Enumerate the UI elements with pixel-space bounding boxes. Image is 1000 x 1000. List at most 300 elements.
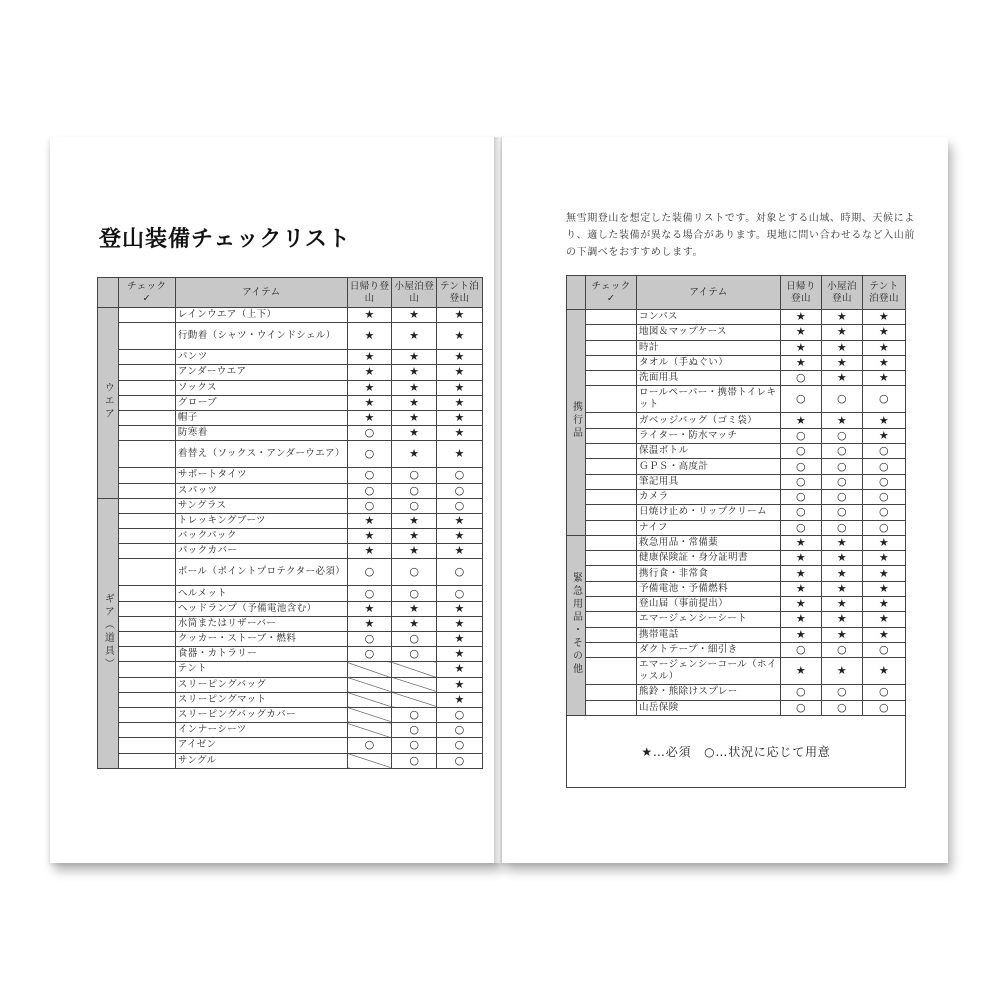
page-title: 登山装備チェックリスト bbox=[99, 227, 351, 252]
item-name: 地図＆マップケース bbox=[637, 325, 781, 340]
item-name: 筆記用具 bbox=[637, 474, 781, 489]
optional-circle-icon: ○ bbox=[822, 386, 863, 413]
optional-circle-icon: ○ bbox=[437, 559, 483, 586]
required-star-icon: ★ bbox=[437, 601, 483, 616]
optional-circle-icon: ○ bbox=[822, 505, 863, 520]
check-box-cell[interactable] bbox=[118, 468, 175, 483]
item-name: ヘッドランプ（予備電池含む） bbox=[175, 601, 347, 616]
required-star-icon: ★ bbox=[863, 325, 906, 340]
table-row bbox=[567, 566, 906, 581]
required-star-icon: ★ bbox=[392, 544, 437, 559]
check-box-cell[interactable] bbox=[586, 459, 637, 474]
table-row bbox=[98, 692, 483, 707]
check-box-cell[interactable] bbox=[118, 738, 175, 753]
intro-text: 無雪期登山を想定した装備リストです。対象とする山域、時期、天候により、適した装備が異なる場合があります。現地に問い合わせるなど入山前の下調べをおすすめします。 bbox=[566, 213, 915, 258]
optional-circle-icon: ○ bbox=[392, 498, 437, 513]
item-name: 時計 bbox=[637, 340, 781, 355]
required-star-icon: ★ bbox=[347, 601, 392, 616]
required-star-icon: ★ bbox=[863, 355, 906, 370]
item-name: 熊鈴・熊除けスプレー bbox=[637, 685, 781, 700]
check-header-label: チェック bbox=[127, 280, 167, 292]
item-name: アンダーウエア bbox=[175, 365, 347, 380]
item-name: カメラ bbox=[637, 489, 781, 504]
check-box-cell[interactable] bbox=[118, 365, 175, 380]
required-star-icon: ★ bbox=[347, 323, 392, 350]
required-star-icon: ★ bbox=[392, 395, 437, 410]
check-box-cell[interactable] bbox=[586, 535, 637, 550]
table-row bbox=[567, 371, 906, 386]
optional-circle-icon: ○ bbox=[863, 642, 906, 657]
item-name: エマージェンシーシート bbox=[637, 612, 781, 627]
required-star-icon: ★ bbox=[437, 513, 483, 528]
check-box-cell[interactable] bbox=[586, 551, 637, 566]
optional-circle-icon: ○ bbox=[863, 520, 906, 535]
optional-circle-icon: ○ bbox=[863, 700, 906, 715]
table-row bbox=[567, 581, 906, 596]
item-name: ライター・防水マッチ bbox=[637, 428, 781, 443]
table-row bbox=[567, 413, 906, 428]
item-name: バックパック bbox=[175, 529, 347, 544]
required-star-icon: ★ bbox=[781, 658, 822, 685]
table-row bbox=[567, 325, 906, 340]
book-spread bbox=[50, 137, 960, 863]
table-row bbox=[98, 323, 483, 350]
group-header-cell bbox=[567, 276, 586, 310]
required-star-icon: ★ bbox=[437, 365, 483, 380]
required-star-icon: ★ bbox=[437, 350, 483, 365]
check-box-cell[interactable] bbox=[586, 325, 637, 340]
category-label: ギア（道具） bbox=[102, 592, 114, 671]
item-name: 洗面用具 bbox=[637, 371, 781, 386]
optional-circle-icon: ○ bbox=[437, 483, 483, 498]
check-box-cell[interactable] bbox=[586, 505, 637, 520]
optional-circle-icon: ○ bbox=[863, 685, 906, 700]
required-star-icon: ★ bbox=[781, 612, 822, 627]
item-name: トレッキングブーツ bbox=[175, 513, 347, 528]
optional-circle-icon: ○ bbox=[437, 753, 483, 768]
check-box-cell[interactable] bbox=[586, 474, 637, 489]
item-name: サングル bbox=[175, 753, 347, 768]
category-label-cell bbox=[98, 308, 119, 499]
optional-circle-icon: ○ bbox=[822, 428, 863, 443]
item-column-header: アイテム bbox=[175, 278, 347, 308]
required-star-icon: ★ bbox=[863, 612, 906, 627]
optional-circle-icon: ○ bbox=[863, 505, 906, 520]
required-star-icon: ★ bbox=[392, 601, 437, 616]
optional-circle-icon: ○ bbox=[392, 586, 437, 601]
required-star-icon: ★ bbox=[863, 597, 906, 612]
optional-circle-icon: ○ bbox=[347, 441, 392, 468]
item-name: 救急用品・常備薬 bbox=[637, 535, 781, 550]
required-star-icon: ★ bbox=[392, 308, 437, 323]
day-hike-column-header: 日帰り登山 bbox=[781, 276, 822, 310]
item-name: パンツ bbox=[175, 350, 347, 365]
check-box-cell[interactable] bbox=[118, 395, 175, 410]
check-box-cell[interactable] bbox=[586, 371, 637, 386]
required-star-icon: ★ bbox=[863, 310, 906, 325]
check-box-cell[interactable] bbox=[586, 489, 637, 504]
optional-circle-icon: ○ bbox=[347, 483, 392, 498]
check-box-cell[interactable] bbox=[118, 707, 175, 722]
optional-circle-icon: ○ bbox=[781, 386, 822, 413]
table-row bbox=[98, 616, 483, 631]
required-star-icon: ★ bbox=[863, 627, 906, 642]
item-name: 携行食・非常食 bbox=[637, 566, 781, 581]
item-column-header: アイテム bbox=[637, 276, 781, 310]
optional-circle-icon: ○ bbox=[781, 685, 822, 700]
required-star-icon: ★ bbox=[437, 544, 483, 559]
optional-circle-icon: ○ bbox=[781, 520, 822, 535]
check-box-cell[interactable] bbox=[586, 444, 637, 459]
item-name: スリーピングバッグカバー bbox=[175, 707, 347, 722]
optional-circle-icon: ○ bbox=[347, 738, 392, 753]
check-box-cell[interactable] bbox=[118, 677, 175, 692]
not-applicable-cell bbox=[347, 707, 392, 722]
item-name: ソックス bbox=[175, 380, 347, 395]
check-box-cell[interactable] bbox=[586, 581, 637, 596]
required-star-icon: ★ bbox=[392, 513, 437, 528]
required-star-icon: ★ bbox=[863, 566, 906, 581]
required-star-icon: ★ bbox=[347, 513, 392, 528]
optional-circle-icon: ○ bbox=[781, 459, 822, 474]
optional-circle-icon: ○ bbox=[822, 444, 863, 459]
table-row bbox=[567, 700, 906, 715]
required-star-icon: ★ bbox=[437, 662, 483, 677]
check-box-cell[interactable] bbox=[118, 426, 175, 441]
check-box-cell[interactable] bbox=[586, 310, 637, 325]
required-star-icon: ★ bbox=[822, 371, 863, 386]
required-star-icon: ★ bbox=[437, 323, 483, 350]
required-star-icon: ★ bbox=[437, 380, 483, 395]
required-star-icon: ★ bbox=[863, 658, 906, 685]
optional-circle-icon: ○ bbox=[392, 483, 437, 498]
item-name: スリーピングマット bbox=[175, 692, 347, 707]
optional-circle-icon: ○ bbox=[863, 474, 906, 489]
required-star-icon: ★ bbox=[781, 597, 822, 612]
item-name: 防寒着 bbox=[175, 426, 347, 441]
item-name: タオル（手ぬぐい） bbox=[637, 355, 781, 370]
check-box-cell[interactable] bbox=[586, 340, 637, 355]
required-star-icon: ★ bbox=[863, 428, 906, 443]
optional-circle-icon: ○ bbox=[781, 444, 822, 459]
check-box-cell[interactable] bbox=[118, 380, 175, 395]
item-name: 行動着（シャツ・ウインドシェル） bbox=[175, 323, 347, 350]
required-star-icon: ★ bbox=[347, 365, 392, 380]
optional-circle-icon: ○ bbox=[781, 642, 822, 657]
item-name: 携帯電話 bbox=[637, 627, 781, 642]
optional-circle-icon: ○ bbox=[863, 459, 906, 474]
check-box-cell[interactable] bbox=[118, 753, 175, 768]
check-box-cell[interactable] bbox=[586, 428, 637, 443]
required-star-icon: ★ bbox=[781, 355, 822, 370]
item-name: ポール（ポイントプロテクター必須） bbox=[175, 559, 347, 586]
item-name: 水筒またはリザーバー bbox=[175, 616, 347, 631]
optional-circle-icon: ○ bbox=[863, 386, 906, 413]
checkmark-icon: ✓ bbox=[606, 292, 616, 304]
required-star-icon: ★ bbox=[822, 551, 863, 566]
optional-circle-icon: ○ bbox=[437, 723, 483, 738]
table-row bbox=[98, 529, 483, 544]
table-row bbox=[567, 310, 906, 325]
table-row bbox=[98, 380, 483, 395]
item-name: 食器・カトラリー bbox=[175, 647, 347, 662]
item-name: スリーピングバッグ bbox=[175, 677, 347, 692]
check-box-cell[interactable] bbox=[118, 323, 175, 350]
item-name: レインウエア（上下） bbox=[175, 308, 347, 323]
required-star-icon: ★ bbox=[863, 371, 906, 386]
optional-circle-icon: ○ bbox=[822, 700, 863, 715]
optional-circle-icon: ○ bbox=[437, 707, 483, 722]
item-name: ヘルメット bbox=[175, 586, 347, 601]
table-row bbox=[98, 738, 483, 753]
optional-circle-icon: ○ bbox=[863, 489, 906, 504]
check-box-cell[interactable] bbox=[586, 386, 637, 413]
item-name: テント bbox=[175, 662, 347, 677]
required-star-icon: ★ bbox=[347, 350, 392, 365]
check-box-cell[interactable] bbox=[118, 498, 175, 513]
table-row bbox=[567, 627, 906, 642]
optional-circle-icon: ○ bbox=[392, 632, 437, 647]
required-star-icon: ★ bbox=[347, 395, 392, 410]
required-star-icon: ★ bbox=[863, 535, 906, 550]
required-star-icon: ★ bbox=[781, 310, 822, 325]
optional-circle-icon: ○ bbox=[781, 428, 822, 443]
check-box-cell[interactable] bbox=[586, 642, 637, 657]
check-box-cell[interactable] bbox=[586, 612, 637, 627]
item-name: アイゼン bbox=[175, 738, 347, 753]
check-box-cell[interactable] bbox=[118, 308, 175, 323]
check-column-header bbox=[586, 276, 637, 310]
table-row bbox=[567, 535, 906, 550]
optional-circle-icon: ○ bbox=[392, 707, 437, 722]
required-star-icon: ★ bbox=[437, 410, 483, 425]
item-name: ダクトテープ・細引き bbox=[637, 642, 781, 657]
table-row bbox=[98, 601, 483, 616]
optional-circle-icon: ○ bbox=[437, 498, 483, 513]
table-row bbox=[98, 677, 483, 692]
tent-stay-column-header: テント泊登山 bbox=[863, 276, 906, 310]
required-star-icon: ★ bbox=[347, 410, 392, 425]
required-star-icon: ★ bbox=[863, 581, 906, 596]
required-star-icon: ★ bbox=[347, 616, 392, 631]
required-star-icon: ★ bbox=[392, 410, 437, 425]
not-applicable-cell bbox=[347, 692, 392, 707]
category-label: ウエア bbox=[102, 381, 114, 421]
check-box-cell[interactable] bbox=[118, 529, 175, 544]
check-box-cell[interactable] bbox=[586, 627, 637, 642]
optional-circle-icon: ○ bbox=[822, 489, 863, 504]
optional-circle-icon: ○ bbox=[347, 647, 392, 662]
check-box-cell[interactable] bbox=[118, 441, 175, 468]
check-box-cell[interactable] bbox=[586, 355, 637, 370]
item-name: グローブ bbox=[175, 395, 347, 410]
check-box-cell[interactable] bbox=[118, 692, 175, 707]
table-row bbox=[98, 723, 483, 738]
tent-stay-column-header: テント泊登山 bbox=[437, 278, 483, 308]
item-name: 保温ボトル bbox=[637, 444, 781, 459]
required-star-icon: ★ bbox=[822, 325, 863, 340]
table-row bbox=[98, 410, 483, 425]
required-star-icon: ★ bbox=[822, 597, 863, 612]
item-name: クッカー・ストーブ・燃料 bbox=[175, 632, 347, 647]
table-row bbox=[98, 395, 483, 410]
item-name: コンパス bbox=[637, 310, 781, 325]
table-row bbox=[98, 632, 483, 647]
table-row bbox=[567, 489, 906, 504]
table-row bbox=[98, 662, 483, 677]
optional-circle-icon: ○ bbox=[392, 723, 437, 738]
required-star-icon: ★ bbox=[437, 395, 483, 410]
not-applicable-cell bbox=[347, 677, 392, 692]
required-star-icon: ★ bbox=[822, 340, 863, 355]
item-name: エマージェンシーコール（ホイッスル） bbox=[637, 658, 781, 685]
category-label-cell bbox=[98, 498, 119, 768]
table-row bbox=[98, 308, 483, 323]
item-name: サポートタイツ bbox=[175, 468, 347, 483]
required-star-icon: ★ bbox=[437, 308, 483, 323]
table-row bbox=[98, 544, 483, 559]
table-row bbox=[98, 707, 483, 722]
optional-circle-icon: ○ bbox=[781, 489, 822, 504]
check-box-cell[interactable] bbox=[118, 586, 175, 601]
check-box-cell[interactable] bbox=[586, 597, 637, 612]
required-star-icon: ★ bbox=[392, 616, 437, 631]
item-name: 帽子 bbox=[175, 410, 347, 425]
category-label-cell bbox=[567, 310, 586, 536]
table-row bbox=[98, 350, 483, 365]
optional-circle-icon: ○ bbox=[392, 738, 437, 753]
required-star-icon: ★ bbox=[392, 323, 437, 350]
table-row bbox=[567, 459, 906, 474]
right-page bbox=[502, 137, 948, 863]
item-name: ＧＰＳ・高度計 bbox=[637, 459, 781, 474]
table-row bbox=[567, 355, 906, 370]
table-row bbox=[98, 426, 483, 441]
required-star-icon: ★ bbox=[347, 544, 392, 559]
optional-circle-icon: ○ bbox=[347, 426, 392, 441]
group-header-cell bbox=[98, 278, 119, 308]
required-star-icon: ★ bbox=[392, 350, 437, 365]
check-box-cell[interactable] bbox=[118, 483, 175, 498]
optional-circle-icon: ○ bbox=[822, 520, 863, 535]
check-box-cell[interactable] bbox=[586, 520, 637, 535]
not-applicable-cell bbox=[392, 692, 437, 707]
table-row bbox=[567, 428, 906, 443]
optional-circle-icon: ○ bbox=[347, 468, 392, 483]
check-box-cell[interactable] bbox=[118, 410, 175, 425]
item-name: 着替え（ソックス・アンダーウエア） bbox=[175, 441, 347, 468]
check-box-cell[interactable] bbox=[118, 616, 175, 631]
required-star-icon: ★ bbox=[781, 535, 822, 550]
check-box-cell[interactable] bbox=[118, 647, 175, 662]
required-star-icon: ★ bbox=[347, 308, 392, 323]
required-star-icon: ★ bbox=[822, 627, 863, 642]
required-star-icon: ★ bbox=[863, 413, 906, 428]
item-name: ガベッジバッグ（ゴミ袋） bbox=[637, 413, 781, 428]
optional-circle-icon: ○ bbox=[822, 685, 863, 700]
optional-circle-icon: ○ bbox=[822, 642, 863, 657]
table-row bbox=[98, 586, 483, 601]
table-row bbox=[567, 520, 906, 535]
table-row bbox=[98, 441, 483, 468]
not-applicable-cell bbox=[392, 662, 437, 677]
table-row bbox=[98, 483, 483, 498]
required-star-icon: ★ bbox=[392, 441, 437, 468]
optional-circle-icon: ○ bbox=[822, 459, 863, 474]
table-row bbox=[567, 386, 906, 413]
required-star-icon: ★ bbox=[437, 529, 483, 544]
check-box-cell[interactable] bbox=[118, 662, 175, 677]
optional-circle-icon: ○ bbox=[392, 647, 437, 662]
required-star-icon: ★ bbox=[392, 529, 437, 544]
table-row bbox=[567, 642, 906, 657]
optional-circle-icon: ○ bbox=[437, 586, 483, 601]
optional-circle-icon: ○ bbox=[347, 559, 392, 586]
check-box-cell[interactable] bbox=[118, 723, 175, 738]
category-label-cell bbox=[567, 535, 586, 715]
not-applicable-cell bbox=[392, 677, 437, 692]
check-box-cell[interactable] bbox=[118, 632, 175, 647]
check-column-header bbox=[118, 278, 175, 308]
item-name: 日焼け止め・リップクリーム bbox=[637, 505, 781, 520]
optional-circle-icon: ○ bbox=[781, 505, 822, 520]
checklist-table-left bbox=[97, 277, 483, 769]
check-box-cell[interactable] bbox=[118, 544, 175, 559]
legend: ★…必須 ○…状況に応じて用意 bbox=[567, 715, 906, 787]
check-box-cell[interactable] bbox=[586, 700, 637, 715]
required-star-icon: ★ bbox=[863, 340, 906, 355]
required-star-icon: ★ bbox=[822, 581, 863, 596]
required-star-icon: ★ bbox=[822, 355, 863, 370]
check-box-cell[interactable] bbox=[586, 658, 637, 685]
required-star-icon: ★ bbox=[781, 566, 822, 581]
check-box-cell[interactable] bbox=[118, 559, 175, 586]
check-box-cell[interactable] bbox=[118, 350, 175, 365]
not-applicable-cell bbox=[347, 662, 392, 677]
optional-circle-icon: ○ bbox=[392, 753, 437, 768]
item-name: サングラス bbox=[175, 498, 347, 513]
optional-circle-icon: ○ bbox=[437, 738, 483, 753]
table-row bbox=[98, 498, 483, 513]
optional-circle-icon: ○ bbox=[822, 474, 863, 489]
optional-circle-icon: ○ bbox=[347, 632, 392, 647]
table-row bbox=[567, 474, 906, 489]
table-row bbox=[567, 658, 906, 685]
optional-circle-icon: ○ bbox=[781, 474, 822, 489]
item-name: 予備電池・予備燃料 bbox=[637, 581, 781, 596]
required-star-icon: ★ bbox=[392, 365, 437, 380]
check-box-cell[interactable] bbox=[586, 413, 637, 428]
check-box-cell[interactable] bbox=[586, 566, 637, 581]
check-box-cell[interactable] bbox=[586, 685, 637, 700]
item-name: 登山届（事前提出） bbox=[637, 597, 781, 612]
table-row bbox=[567, 444, 906, 459]
optional-circle-icon: ○ bbox=[347, 498, 392, 513]
required-star-icon: ★ bbox=[437, 426, 483, 441]
required-star-icon: ★ bbox=[863, 551, 906, 566]
optional-circle-icon: ○ bbox=[347, 586, 392, 601]
check-box-cell[interactable] bbox=[118, 513, 175, 528]
checklist-table-right bbox=[566, 275, 906, 788]
item-name: ナイフ bbox=[637, 520, 781, 535]
required-star-icon: ★ bbox=[437, 632, 483, 647]
required-star-icon: ★ bbox=[392, 380, 437, 395]
required-star-icon: ★ bbox=[781, 627, 822, 642]
optional-circle-icon: ○ bbox=[863, 444, 906, 459]
check-box-cell[interactable] bbox=[118, 601, 175, 616]
optional-circle-icon: ○ bbox=[781, 700, 822, 715]
hut-stay-column-header: 小屋泊登山 bbox=[822, 276, 863, 310]
